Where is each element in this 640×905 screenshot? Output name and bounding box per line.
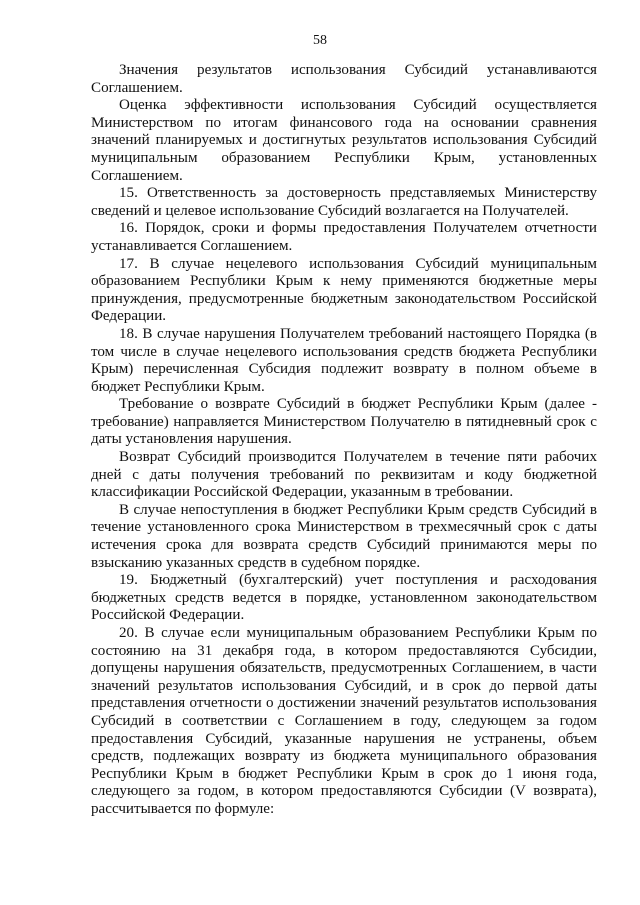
paragraph-item-16: 16. Порядок, сроки и формы предоставления Получателем отчетности устанавливается Соглашением. [91, 220, 597, 254]
paragraph-item-20: 20. В случае если муниципальным образованием Республики Крым по состоянию на 31 декабря года, в котором предоставляются Субсидии, допущены нарушения обязательств, предусмотренных Соглашением, в части значений результатов использования Субсидий, и в срок до первой даты представления отчетности о достижении значений результатов использования Субсидий в соответствии с Соглашением в году, следующем за годом предоставления Субсидий, указанные нарушения не устранены, объем средств, подлежащих возврату из бюджета муниципального образования Республики Крым в бюджет Республики Крым в срок до 1 июня года, следующего за годом, в котором предоставляются Субсидии (V возврата), рассчитывается по формуле: [91, 625, 597, 817]
paragraph-refund-term: Возврат Субсидий производится Получателем в течение пяти рабочих дней с даты получения требований по реквизитам и коду бюджетной классификации Российской Федерации, указанным в требовании. [91, 449, 597, 501]
paragraph-results-values: Значения результатов использования Субсидий устанавливаются Соглашением. [91, 62, 597, 96]
page-number: 58 [313, 33, 327, 48]
paragraph-item-17: 17. В случае нецелевого использования Субсидий муниципальным образованием Республики Крым к нему применяются бюджетные меры принуждения, предусмотренные бюджетным законодательством Российской Федерации. [91, 255, 597, 325]
paragraph-item-18: 18. В случае нарушения Получателем требований настоящего Порядка (в том числе в случае нецелевого использования средств бюджета Республики Крым) перечисленная Субсидия подлежит возврату в полном объеме в бюджет Республики Крым. [91, 325, 597, 395]
paragraph-refund-demand: Требование о возврате Субсидий в бюджет Республики Крым (далее - требование) направляется Министерством Получателю в пятидневный срок с даты установления нарушения. [91, 396, 597, 448]
paragraph-non-receipt: В случае непоступления в бюджет Республики Крым средств Субсидий в течение установленного срока Министерством в трехмесячный срок с даты истечения срока для возврата средств Субсидий принимаются меры по взысканию указанных средств в судебном порядке. [91, 501, 597, 571]
paragraph-item-15: 15. Ответственность за достоверность представляемых Министерству сведений и целевое использование Субсидий возлагается на Получателей. [91, 185, 597, 219]
document-body [91, 62, 597, 819]
paragraph-item-19: 19. Бюджетный (бухгалтерский) учет поступления и расходования бюджетных средств ведется в порядке, установленном законодательством Российской Федерации. [91, 572, 597, 624]
paragraph-efficiency-assessment: Оценка эффективности использования Субсидий осуществляется Министерством по итогам финансового года на основании сравнения значений планируемых и достигнутых результатов использования Субсидий муниципальным образованием Республики Крым, установленных Соглашением. [91, 97, 597, 184]
